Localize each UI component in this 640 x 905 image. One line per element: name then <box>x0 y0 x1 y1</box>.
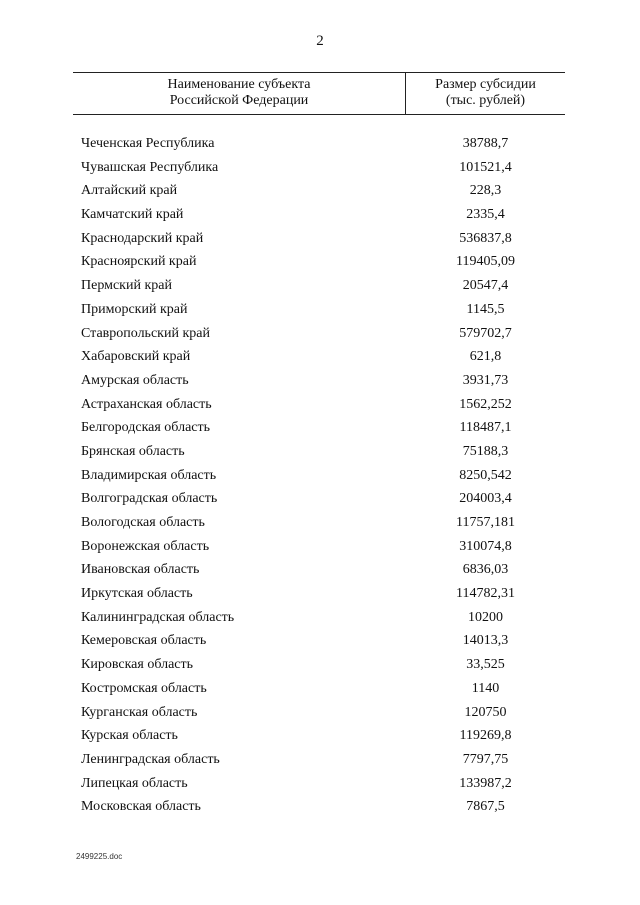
subsidy-amount-cell: 114782,31 <box>456 586 515 602</box>
subsidy-amount-cell: 119405,09 <box>456 254 515 270</box>
subject-name-cell: Брянская область <box>81 443 185 459</box>
table-top-rule <box>73 72 565 73</box>
table-row <box>0 558 640 582</box>
header-subsidy-amount-line1: Размер субсидии <box>435 77 536 92</box>
subsidy-amount-cell: 75188,3 <box>462 443 509 459</box>
table-row <box>0 227 640 251</box>
subsidy-amount-cell: 1145,5 <box>466 301 505 317</box>
subsidy-amount-cell: 536837,8 <box>459 230 512 246</box>
subsidy-amount-cell: 1562,252 <box>459 396 512 412</box>
subject-name-cell: Кировская область <box>81 657 194 673</box>
subject-name-cell: Пермский край <box>81 278 172 294</box>
header-subject-name <box>73 77 405 109</box>
subject-name-cell: Липецкая область <box>81 775 188 791</box>
table-row <box>0 156 640 180</box>
table-row <box>0 748 640 772</box>
subsidy-amount-cell: 11757,181 <box>456 515 515 530</box>
table-header-rule <box>73 114 565 115</box>
subsidy-amount-cell: 8250,542 <box>459 467 512 483</box>
table-row <box>0 179 640 203</box>
table-row <box>0 582 640 606</box>
table-row <box>0 298 640 322</box>
header-subsidy-amount-line2: (тыс. рублей) <box>445 93 526 108</box>
subject-name-cell: Хабаровский край <box>81 349 191 365</box>
subsidy-amount-cell: 1140 <box>471 680 500 696</box>
subsidy-amount-cell: 14013,3 <box>462 633 509 649</box>
subsidy-amount-cell: 621,8 <box>469 349 502 365</box>
subject-name-cell: Владимирская область <box>81 467 217 483</box>
table-row <box>0 203 640 227</box>
subject-name-cell: Кемеровская область <box>81 633 207 649</box>
subject-name-cell: Костромская область <box>81 680 207 696</box>
subsidy-amount-cell: 204003,4 <box>459 491 512 507</box>
subsidy-amount-cell: 228,3 <box>469 183 502 199</box>
subject-name-cell: Краснодарский край <box>81 230 204 246</box>
table-row <box>0 511 640 535</box>
table-row <box>0 132 640 156</box>
table-row <box>0 724 640 748</box>
subsidy-amount-cell: 579702,7 <box>459 325 512 341</box>
subject-name-cell: Ивановская область <box>81 562 200 578</box>
subsidy-amount-cell: 120750 <box>464 704 507 720</box>
subject-name-cell: Чувашская Республика <box>81 159 219 175</box>
subsidy-amount-cell: 2335,4 <box>466 207 505 223</box>
subsidy-amount-cell: 101521,4 <box>459 159 512 175</box>
table-row <box>0 487 640 511</box>
subject-name-cell: Алтайский край <box>81 183 178 199</box>
subject-name-cell: Калининградская область <box>81 609 235 625</box>
table-row <box>0 677 640 701</box>
table-row <box>0 345 640 369</box>
subsidy-amount-cell: 7797,75 <box>462 751 509 767</box>
subject-name-cell: Камчатский край <box>81 207 184 223</box>
document-code: 2499225.doc <box>76 852 123 861</box>
table-row <box>0 464 640 488</box>
table-row <box>0 369 640 393</box>
subsidy-amount-cell: 6836,03 <box>462 562 509 578</box>
subsidy-amount-cell: 33,525 <box>466 657 505 673</box>
subject-name-cell: Воронежская область <box>81 538 210 554</box>
table-row <box>0 535 640 559</box>
table-row <box>0 772 640 796</box>
subject-name-cell: Вологодская область <box>81 515 205 530</box>
subject-name-cell: Ставропольский край <box>81 325 210 341</box>
subject-name-cell: Ленинградская область <box>81 751 220 767</box>
table-row <box>0 322 640 346</box>
subsidy-amount-cell: 3931,73 <box>462 372 509 388</box>
subject-name-cell: Амурская область <box>81 372 189 388</box>
subject-name-cell: Приморский край <box>81 301 188 317</box>
subsidy-amount-cell: 38788,7 <box>462 136 509 151</box>
table-row <box>0 440 640 464</box>
subject-name-cell: Белгородская область <box>81 420 211 436</box>
subsidy-amount-cell: 133987,2 <box>459 775 512 791</box>
table-body <box>0 132 640 819</box>
page-number: 2 <box>316 33 324 49</box>
subsidy-amount-cell: 310074,8 <box>459 538 512 554</box>
table-row <box>0 606 640 630</box>
header-subject-name-line2: Российской Федерации <box>169 93 309 108</box>
subject-name-cell: Курганская область <box>81 704 198 720</box>
subsidy-amount-cell: 118487,1 <box>459 420 512 436</box>
header-subsidy-amount <box>406 77 565 109</box>
subsidy-amount-cell: 7867,5 <box>466 799 505 815</box>
subject-name-cell: Волгоградская область <box>81 491 218 507</box>
subject-name-cell: Чеченская Республика <box>81 136 215 151</box>
table-row <box>0 701 640 725</box>
subject-name-cell: Московская область <box>81 799 201 815</box>
subject-name-cell: Красноярский край <box>81 254 197 270</box>
table-row <box>0 274 640 298</box>
subject-name-cell: Курская область <box>81 728 178 744</box>
subject-name-cell: Астраханская область <box>81 396 212 412</box>
subsidy-amount-cell: 20547,4 <box>462 278 509 294</box>
table-row <box>0 393 640 417</box>
table-row <box>0 629 640 653</box>
table-row <box>0 795 640 819</box>
header-subject-name-line1: Наименование субъекта <box>167 77 311 92</box>
subsidy-amount-cell: 10200 <box>468 609 503 625</box>
table-row <box>0 653 640 677</box>
subject-name-cell: Иркутская область <box>81 586 193 602</box>
subsidy-amount-cell: 119269,8 <box>459 728 512 744</box>
table-row <box>0 250 640 274</box>
table-row <box>0 416 640 440</box>
